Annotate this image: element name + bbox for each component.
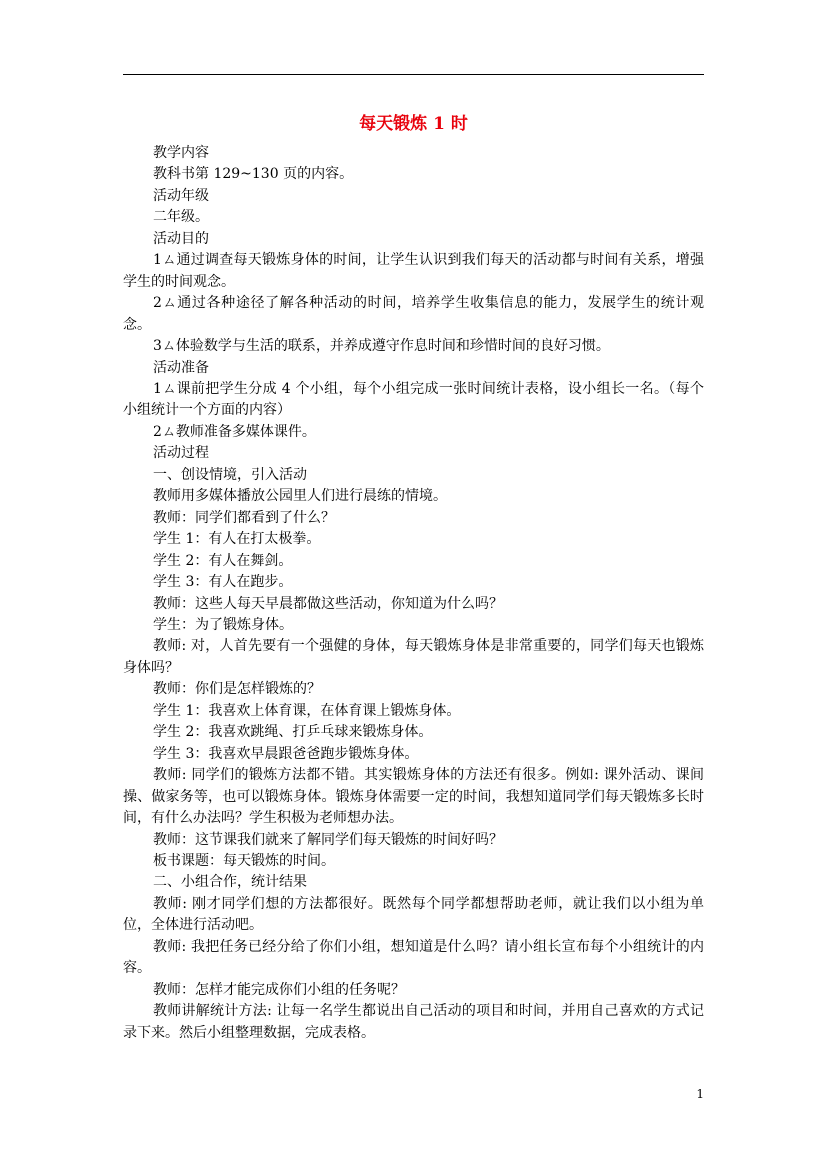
paragraph: 教师：你们是怎样锻炼的？ <box>153 681 321 698</box>
paragraph: 学生 1：有人在打太极拳。 <box>153 531 321 548</box>
paragraph: 活动年级 <box>153 187 209 204</box>
paragraph: 教师: 我把任务已经分给了你们小组，想知道是什么吗？请小组长宣布每个小组统计的内容。 <box>123 938 704 977</box>
paragraph: 教科书第 129~130 页的内容。 <box>153 166 354 183</box>
paragraph: 活动准备 <box>153 359 209 376</box>
paragraph: 2ㄙ通过各种途径了解各种活动的时间，培养学生收集信息的能力，发展学生的统计观念。 <box>123 295 704 333</box>
paragraph: 教师: 同学们的锻炼方法都不错。其实锻炼身体的方法还有很多。例如: 课外活动、课间操、做家务等，也可以锻炼身体。锻炼身体需要一定的时间，我想知道同学们每天锻炼多长时间，有什么办法吗？学生积极为老师想办法。 <box>123 767 704 827</box>
paragraph: 学生 3：有人在跑步。 <box>153 574 293 591</box>
paragraph: 活动目的 <box>153 230 209 247</box>
header-rule <box>123 74 704 75</box>
paragraph: 教师：怎样才能完成你们小组的任务呢？ <box>153 981 405 998</box>
paragraph: 二、小组合作，统计结果 <box>153 874 307 891</box>
paragraph: 2ㄙ教师准备多媒体课件。 <box>153 423 316 440</box>
paragraph: 活动过程 <box>153 445 209 462</box>
paragraph: 学生 1：我喜欢上体育课，在体育课上锻炼身体。 <box>153 702 461 719</box>
paragraph: 教师：这些人每天早晨都做这些活动，你知道为什么吗？ <box>153 595 503 612</box>
paragraph: 教学内容 <box>153 145 209 161</box>
paragraph: 1ㄙ课前把学生分成 4 个小组，每个小组完成一张时间统计表格，设小组长一名。（每个小组统计一个方面的内容） <box>123 380 704 419</box>
paragraph: 3ㄙ体验数学与生活的联系，并养成遵守作息时间和珍惜时间的良好习惯。 <box>153 338 610 355</box>
paragraph: 一、创设情境，引入活动 <box>153 466 307 483</box>
document-body <box>123 143 704 1044</box>
paragraph: 1ㄙ通过调查每天锻炼身体的时间，让学生认识到我们每天的活动都与时间有关系，增强学生的时间观念。 <box>123 252 704 290</box>
paragraph: 学生 2：有人在舞剑。 <box>153 552 293 569</box>
paragraph: 教师用多媒体播放公园里人们进行晨练的情境。 <box>153 488 447 505</box>
paragraph: 教师: 对，人首先要有一个强健的身体，每天锻炼身体是非常重要的，同学们每天也锻炼身体吗？ <box>123 638 704 676</box>
paragraph: 教师: 刚才同学们想的方法都很好。既然每个同学都想帮助老师，就让我们以小组为单位，全体进行活动吧。 <box>123 895 704 934</box>
paragraph: 教师：这节课我们就来了解同学们每天锻炼的时间好吗？ <box>153 831 503 848</box>
paragraph: 学生：为了锻炼身体。 <box>153 616 293 633</box>
document-title: 每天锻炼 1 时 <box>359 114 468 134</box>
page-number: 1 <box>696 1087 704 1101</box>
paragraph: 板书课题：每天锻炼的时间。 <box>153 852 335 869</box>
paragraph: 二年级。 <box>153 209 209 226</box>
paragraph: 教师讲解统计方法: 让每一名学生都说出自己活动的项目和时间，并用自己喜欢的方式记录下来。然后小组整理数据，完成表格。 <box>123 1003 704 1041</box>
paragraph: 学生 2：我喜欢跳绳、打乒乓球来锻炼身体。 <box>153 724 433 741</box>
paragraph: 学生 3：我喜欢早晨跟爸爸跑步锻炼身体。 <box>153 745 419 762</box>
paragraph: 教师：同学们都看到了什么？ <box>153 509 335 526</box>
